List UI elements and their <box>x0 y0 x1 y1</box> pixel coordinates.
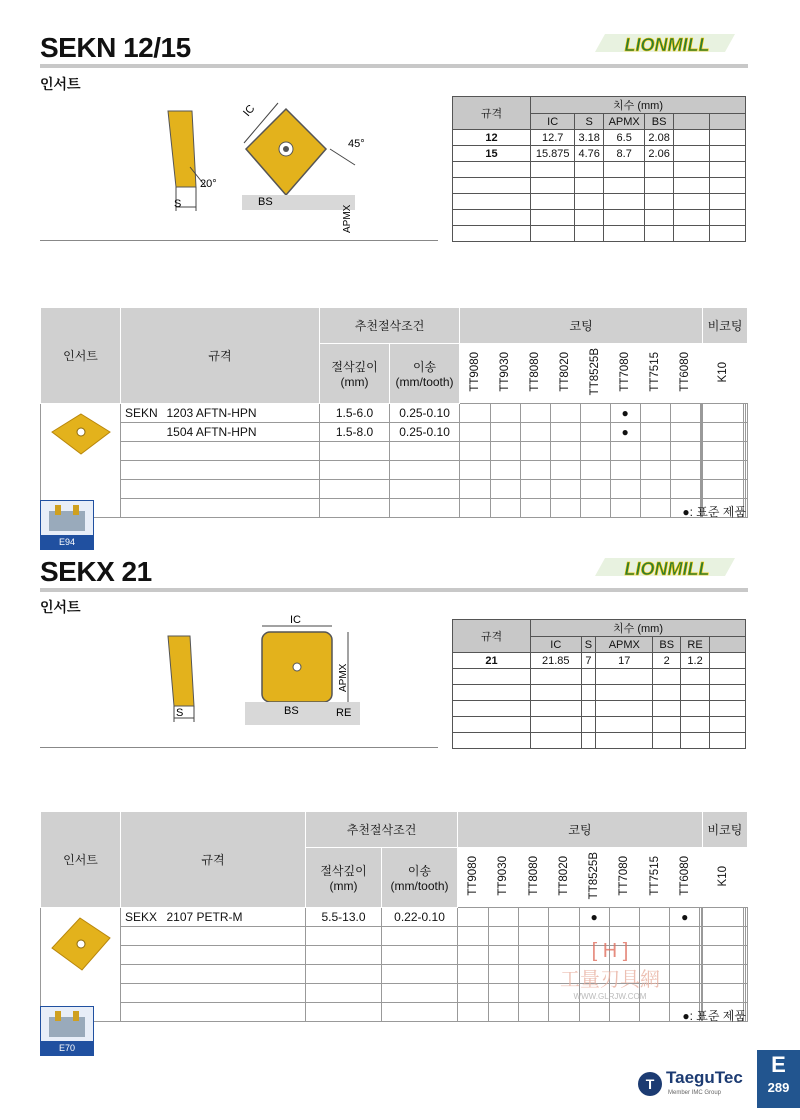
section2-subtitle: 인서트 <box>40 599 81 615</box>
section1-subtitle: 인서트 <box>40 76 81 92</box>
angle-side-label: 20° <box>200 178 217 190</box>
table-row: 1504 AFTN-HPN 1.5-8.0 0.25-0.10 ● <box>41 423 748 442</box>
col-spec: 규격 <box>121 308 320 404</box>
e70-label: E70 <box>41 1041 93 1055</box>
sekn-insert-photo <box>46 410 116 460</box>
table-row: SEKN 1203 AFTN-HPN 1.5-6.0 0.25-0.10 ● <box>41 404 748 423</box>
watermark-line2: WWW.GLRJW.COM <box>573 992 647 1001</box>
re-label: RE <box>336 707 352 719</box>
col-feed: 이송 (mm/tooth) <box>390 344 460 404</box>
sekx-dim-table: 규격 치수 (mm) IC S APMX BS RE 21 21.85 7 17 2 1.2 <box>452 619 746 749</box>
col-cond: 추천절삭조건 <box>320 308 460 344</box>
standard-dot: ● <box>610 404 640 423</box>
sekn-dim-table <box>452 96 746 242</box>
s-label: S <box>174 198 182 210</box>
section-tab[interactable] <box>757 1050 800 1108</box>
section2-title: SEKX 21 <box>40 556 152 587</box>
bs-label: BS <box>284 705 299 717</box>
section2-legend: ●: 표준 제품 <box>682 1009 746 1023</box>
section1-drawing-rule <box>40 240 438 241</box>
watermark-line1: 工量刃具網 <box>560 967 660 991</box>
dim-row: 12 12.7 3.18 6.5 2.08 <box>453 130 746 146</box>
bs-label: BS <box>258 196 273 208</box>
sekx-drawing <box>150 610 370 735</box>
tab-letter: E <box>771 1052 786 1077</box>
e70-page-icon[interactable] <box>40 1006 94 1056</box>
apmx-label: APMX <box>342 204 353 233</box>
col-coated: 코팅 <box>460 308 703 344</box>
taegutec-logo-icon <box>636 1070 664 1098</box>
sekx-insert-photo <box>46 914 116 974</box>
section1-legend: ●: 표준 제품 <box>682 505 746 519</box>
e94-label: E94 <box>41 535 93 549</box>
watermark-mark: [ H ] <box>591 940 629 962</box>
section1-title-rule <box>40 64 748 68</box>
e94-page-icon[interactable] <box>40 500 94 550</box>
grade-label: TT8525B <box>589 348 602 396</box>
sekx-main-table: 인서트 규격 추천절삭조건 코팅 비코팅 절삭깊이 (mm) 이송 (mm/tooth) TT9080 TT9030 TT8080 TT8020 TT8525B TT7080 TT7515 TT6080 K10 SEKX 2107 PETR-M 5.5-13.0 0.22-0.10 ● ● <box>40 811 748 1022</box>
dim-row: 21 21.85 7 17 2 1.2 <box>453 653 746 669</box>
grade-label: TT7080 <box>619 352 632 392</box>
standard-dot: ● <box>670 908 700 927</box>
taegutec-brand-sub: Member IMC Group <box>668 1090 722 1096</box>
dim-col-s: S <box>575 114 604 130</box>
standard-dot: ● <box>579 908 609 927</box>
watermark <box>540 940 680 1001</box>
angle-top-label: 45° <box>348 138 365 150</box>
dim-grade-header: 규격 <box>453 97 531 130</box>
taegutec-brand: TaeguTec <box>666 1068 743 1087</box>
dim-group-header: 치수 (mm) <box>531 97 746 114</box>
section2-title-rule <box>40 588 748 592</box>
lionmill-logo <box>585 554 747 582</box>
ic-label: IC <box>290 614 301 626</box>
page-number: 289 <box>767 1080 790 1095</box>
sekn-main-table <box>40 307 748 518</box>
grade-label: TT8080 <box>529 352 542 392</box>
dim-col-bs: BS <box>645 114 674 130</box>
col-uncoated: 비코팅 <box>703 308 748 344</box>
grade-label: TT6080 <box>679 352 692 392</box>
dim-col-apmx: APMX <box>604 114 645 130</box>
apmx-label: APMX <box>338 663 349 692</box>
grade-label: K10 <box>717 361 730 383</box>
lionmill-logo <box>585 30 747 58</box>
grade-label: TT9080 <box>469 352 482 392</box>
col-depth: 절삭깊이 (mm) <box>320 344 390 404</box>
svg-text:T: T <box>645 1076 655 1092</box>
s-label: S <box>176 707 184 719</box>
ic-label: IC <box>241 102 258 119</box>
col-insert: 인서트 <box>41 308 121 404</box>
grade-label: TT8020 <box>559 352 572 392</box>
sekn-drawing <box>150 95 370 235</box>
section2-drawing-rule <box>40 747 438 748</box>
grade-label: TT9030 <box>499 352 512 392</box>
dim-row: 15 15.875 4.76 8.7 2.06 <box>453 146 746 162</box>
svg-text:LIONMILL: LIONMILL <box>624 559 710 579</box>
section1-title: SEKN 12/15 <box>40 32 191 63</box>
dim-col-ic: IC <box>531 114 575 130</box>
grade-label: TT7515 <box>649 352 662 392</box>
svg-text:LIONMILL: LIONMILL <box>624 35 710 55</box>
table-row: SEKX 2107 PETR-M 5.5-13.0 0.22-0.10 ● ● <box>41 908 748 927</box>
standard-dot: ● <box>610 423 640 442</box>
